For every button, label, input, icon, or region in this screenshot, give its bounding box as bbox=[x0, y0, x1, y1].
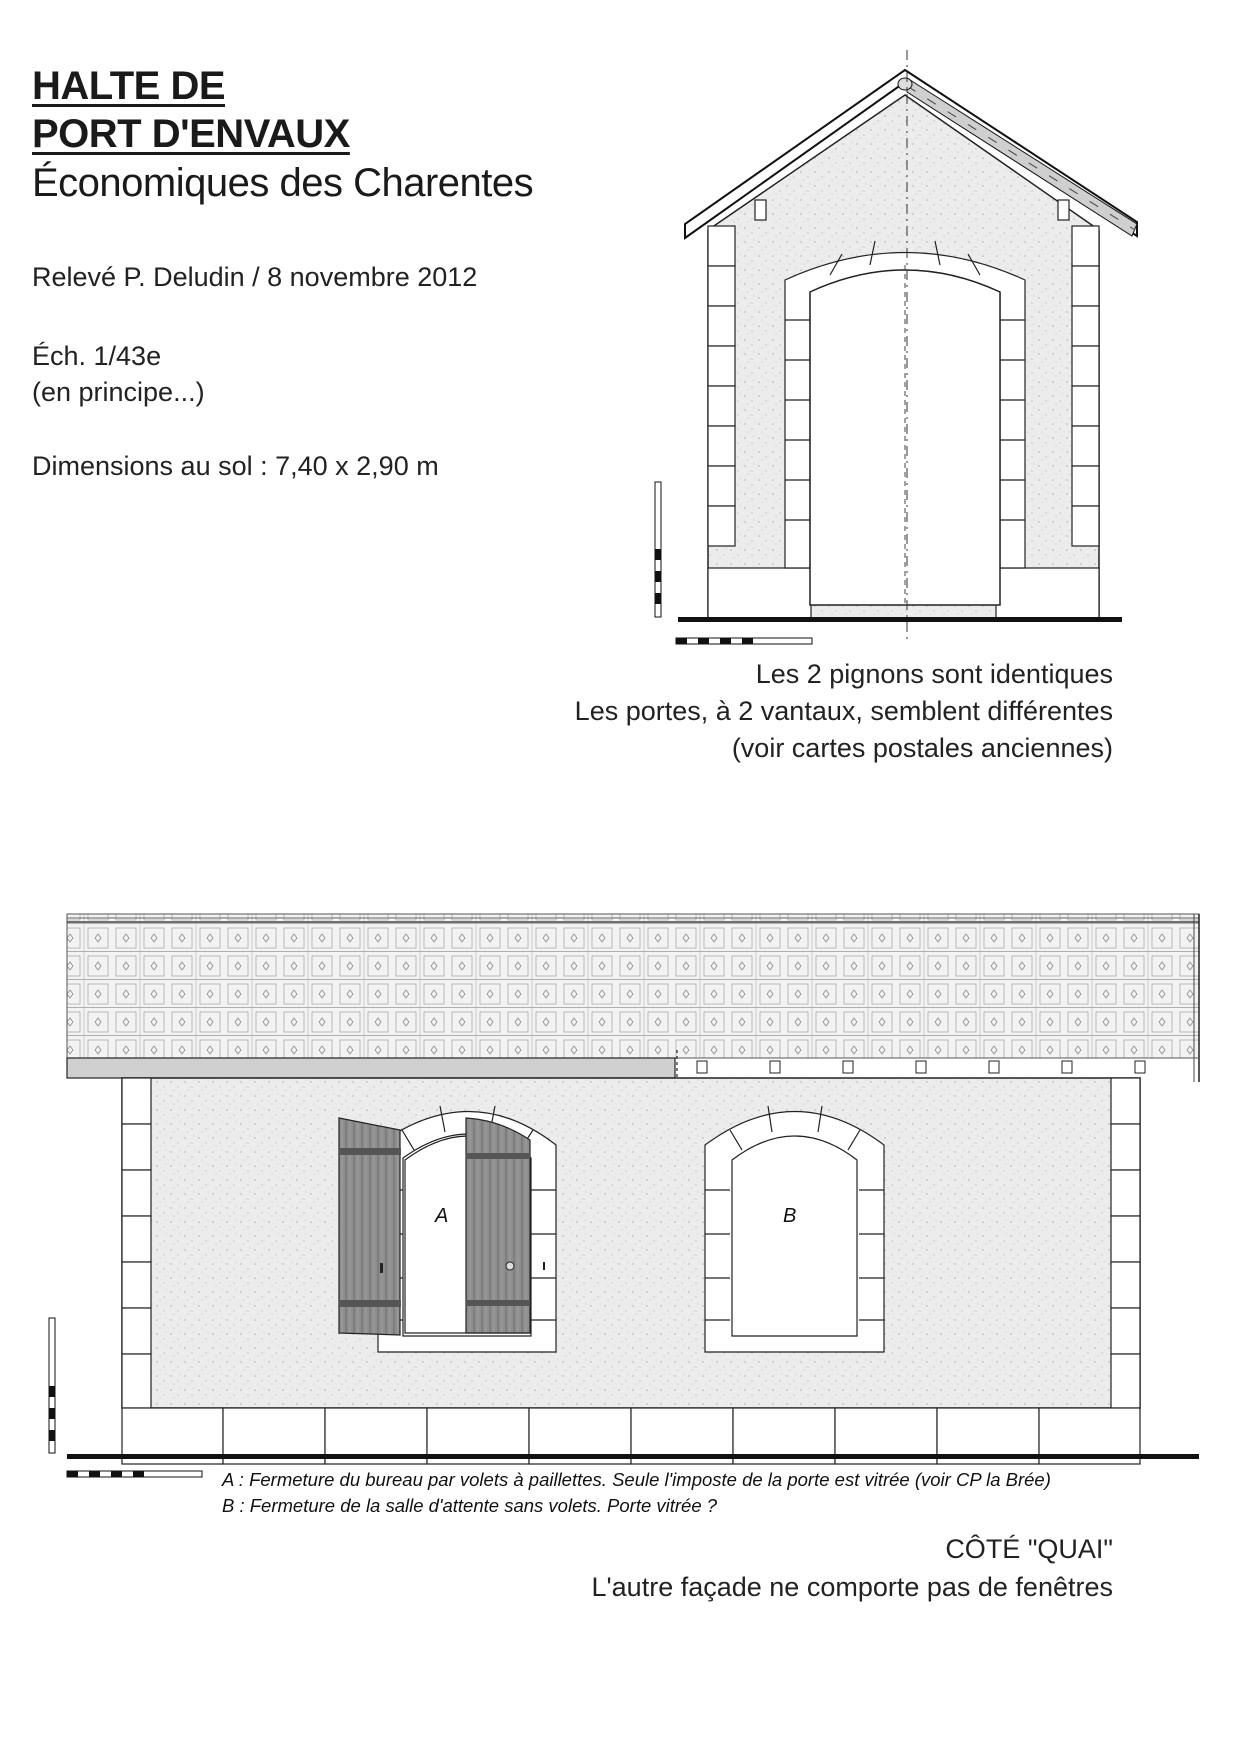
gable-horizontal-scale bbox=[676, 638, 812, 644]
facade-roof bbox=[67, 914, 1199, 1082]
legend-b: B : Fermeture de la salle d'attente sans volets. Porte vitrée ? bbox=[222, 1495, 718, 1516]
facade-rafter-ends bbox=[697, 1061, 1145, 1073]
facade-gutter bbox=[67, 1058, 675, 1078]
dimensions-label: Dimensions au sol : 7,40 x 2,90 m bbox=[32, 451, 439, 481]
facade-left-quoins bbox=[122, 1078, 151, 1408]
facade-ground-line bbox=[67, 1454, 1199, 1459]
gable-vertical-scale bbox=[655, 482, 661, 617]
facade-right-quoins bbox=[1111, 1078, 1140, 1408]
gable-ground-line bbox=[678, 617, 1122, 622]
side-note-text: L'autre façade ne comporte pas de fenêtres bbox=[591, 1572, 1113, 1602]
shutter-a-left bbox=[339, 1118, 401, 1335]
gable-drawing bbox=[0, 0, 1240, 700]
survey-credit: Relevé P. Deludin / 8 novembre 2012 bbox=[32, 262, 478, 292]
gable-note-2: Les portes, à 2 vantaux, semblent différentes bbox=[574, 696, 1113, 726]
title-line-2: PORT D'ENVAUX bbox=[32, 112, 350, 156]
facade-horizontal-scale bbox=[67, 1471, 202, 1477]
scale-note: (en principe...) bbox=[32, 377, 205, 407]
facade-drawing bbox=[0, 880, 1240, 1580]
gable-note-1: Les 2 pignons sont identiques bbox=[755, 659, 1113, 689]
side-note-title: CÔTÉ "QUAI" bbox=[945, 1534, 1113, 1564]
title-line-1: HALTE DE bbox=[32, 64, 226, 108]
gable-note-3: (voir cartes postales anciennes) bbox=[731, 733, 1113, 763]
shutter-a-right bbox=[466, 1118, 530, 1333]
door-b bbox=[732, 1136, 857, 1336]
facade-vertical-scale bbox=[49, 1318, 55, 1453]
label-b: B bbox=[783, 1205, 797, 1227]
subtitle: Économiques des Charentes bbox=[32, 161, 534, 205]
label-a: A bbox=[435, 1205, 449, 1227]
legend-a: A : Fermeture du bureau par volets à paillettes. Seule l'imposte de la porte est vitrée (voir CP la Brée) bbox=[222, 1469, 1051, 1490]
facade-wall bbox=[122, 1078, 1140, 1408]
scale-label: Éch. 1/43e bbox=[32, 341, 162, 371]
